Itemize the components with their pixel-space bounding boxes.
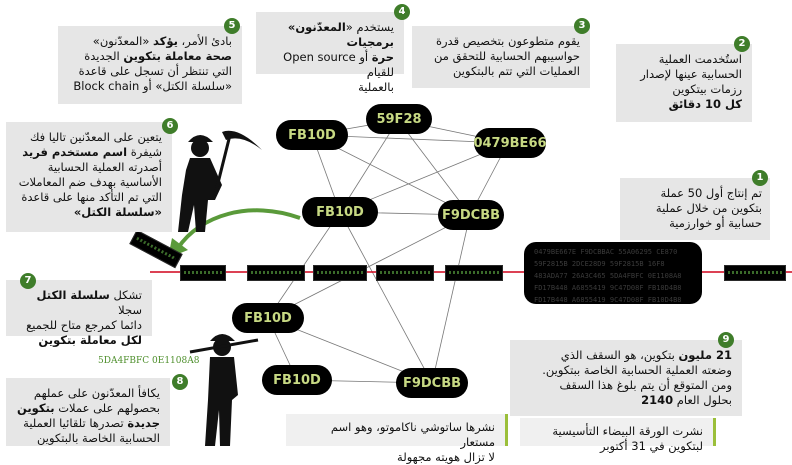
chain-block <box>313 265 367 281</box>
step-5-bold: يؤكد <box>153 34 178 48</box>
step-5-bold: صحة معاملة بتكوين <box>123 49 232 63</box>
step-4-text: أو Open source للقيام <box>283 50 394 79</box>
step-2-text: رزمات بيتكوين <box>672 82 742 96</box>
step-7-bold: سلسلة الكتل <box>36 288 110 302</box>
chain-block <box>180 265 226 281</box>
step-4-text: بالعملية <box>358 80 394 94</box>
step-8-number: 8 <box>172 374 188 390</box>
step-5-box <box>58 26 242 104</box>
step-8-box <box>6 378 170 446</box>
ledger-line: FD17B448 A6855419 9C47D08F FB10D4B8 <box>534 296 682 304</box>
step-4-bold: المعدّنون» برمجيات <box>287 20 394 49</box>
network-node: FB10D <box>262 365 332 395</box>
step-2-number: 2 <box>734 36 750 52</box>
step-7-text: تشكل <box>109 288 142 302</box>
step-7-text: سجلا <box>118 303 142 317</box>
step-2-text: استُخدمت العملية <box>658 52 742 66</box>
step-6-text: التي تم التأكد منها على قاعدة <box>21 190 162 204</box>
step-3-text: يقوم متطوعون بتخصيص قدرة <box>435 34 580 48</box>
whitepaper-note-text: لبتكوين في 31 أكتوبر <box>599 439 703 453</box>
satoshi-note-text: لا تزال هويته مجهولة <box>397 450 495 464</box>
ledger-line: 483ADA77 26A3C465 5DA4FBFC 0E1108A8 <box>534 272 682 280</box>
network-node: FB10D <box>276 120 348 150</box>
step-2-box <box>616 44 752 122</box>
step-8-bold: جديدة <box>127 416 160 430</box>
step-9-box <box>510 340 742 416</box>
step-9-text: ومن المتوقع أن يتم بلوغ هذا السقف <box>559 378 732 392</box>
whitepaper-note-text: نشرت الورقة البيضاء التأسيسية <box>552 424 703 438</box>
satoshi-note-text: نشرها ساتوشي ناكاموتو، وهو اسم مستعار <box>330 420 495 449</box>
miner-bottom-icon <box>190 334 258 446</box>
network-node: 0479BE66 <box>474 128 546 158</box>
step-4-text: يستخدم « <box>345 20 394 34</box>
blockchain-ledger <box>524 242 702 304</box>
step-6-bold: اسم مستخدم فريد <box>22 145 128 159</box>
step-8-text: بحصولهم على عملات <box>54 401 160 415</box>
chain-block <box>247 265 305 281</box>
step-6-box <box>6 122 172 232</box>
step-1-text: تم إنتاج أول 50 عملة <box>660 186 762 200</box>
step-8-bold: بتكوين <box>17 401 55 415</box>
step-7-text: دائما كمرجع متاح للجميع <box>26 318 142 332</box>
step-5-text: بادئ الأمر، <box>177 34 232 48</box>
step-4-box <box>256 12 404 94</box>
step-2-text: الحسابية عينها لإصدار <box>640 67 742 81</box>
satoshi-note <box>286 414 508 464</box>
network-node: F9DCBB <box>396 368 468 398</box>
network-node: FB10D <box>232 303 304 333</box>
step-3-number: 3 <box>574 18 590 34</box>
floating-hash: 5DA4FBFC 0E1108A8 <box>98 356 200 366</box>
step-9-text: بحلول العام <box>673 393 732 407</box>
step-5-text: «سلسلة الكتل» أو Block chain <box>73 79 232 93</box>
step-3-text: العمليات التي تتم بالبتكوين <box>453 64 580 78</box>
step-1-number: 1 <box>752 170 768 186</box>
step-5-number: 5 <box>224 18 240 34</box>
chain-block <box>724 265 786 281</box>
step-1-box <box>620 178 770 240</box>
step-1-text: حسابية أو خوارزمية <box>669 216 762 230</box>
chain-block <box>376 265 434 281</box>
ledger-line: FD17B448 A6855419 9C47D08F FB10D4B8 <box>534 284 682 292</box>
step-6-text: شيفرة <box>127 145 162 159</box>
step-2-bold: كل 10 دقائق <box>668 97 742 111</box>
ledger-line: 0479BE667E F9DCBBAC 55A06295 CE870 <box>534 248 678 256</box>
network-node: F9DCBB <box>438 200 504 230</box>
step-9-text: بتكوين، هو السقف الذي <box>560 348 679 362</box>
step-5-text: «المعدّنون» <box>92 34 154 48</box>
step-9-bold: 21 مليون <box>678 348 732 362</box>
step-6-bold: «سلسلة الكتل» <box>73 205 162 219</box>
step-7-bold: لكل معاملة بتكوين <box>38 333 142 347</box>
step-9-bold: 2140 <box>641 393 674 407</box>
chain-block <box>445 265 503 281</box>
step-6-text: يتعين على المعدّنين تاليا فك <box>29 130 162 144</box>
step-6-text: أصدرته العملية الحسابية <box>47 160 162 174</box>
whitepaper-note <box>520 418 716 453</box>
step-5-text: الجديدة <box>84 49 124 63</box>
step-8-text: يكافأ المعدّنون على عملهم <box>33 386 160 400</box>
step-3-text: حواسيبهم الحسابية للتحقق من <box>434 49 580 63</box>
step-4-bold: حرة <box>371 50 394 64</box>
step-6-number: 6 <box>162 118 178 134</box>
step-8-text: الحسابية الخاصة بالبتكوين <box>37 431 160 445</box>
network-node: FB10D <box>302 197 378 227</box>
step-9-text: وضعته العملية الحسابية الخاصة ببتكوين. <box>542 363 732 377</box>
step-3-box <box>412 26 590 88</box>
step-6-text: الأساسية بهدف ضم المعاملات <box>18 175 162 189</box>
step-1-text: بتكوين من خلال عملية <box>655 201 762 215</box>
network-node: 59F28 <box>366 104 432 134</box>
step-7-number: 7 <box>20 273 36 289</box>
step-8-text: تصدرها تلقائيا العملية <box>23 416 128 430</box>
step-5-text: التي تنتظر أن تسجل على قاعدة <box>78 64 232 78</box>
step-4-number: 4 <box>394 4 410 20</box>
step-9-number: 9 <box>718 332 734 348</box>
ledger-line: 59F2815B 2DCE28D9 59F2815B 16F8 <box>534 260 665 268</box>
